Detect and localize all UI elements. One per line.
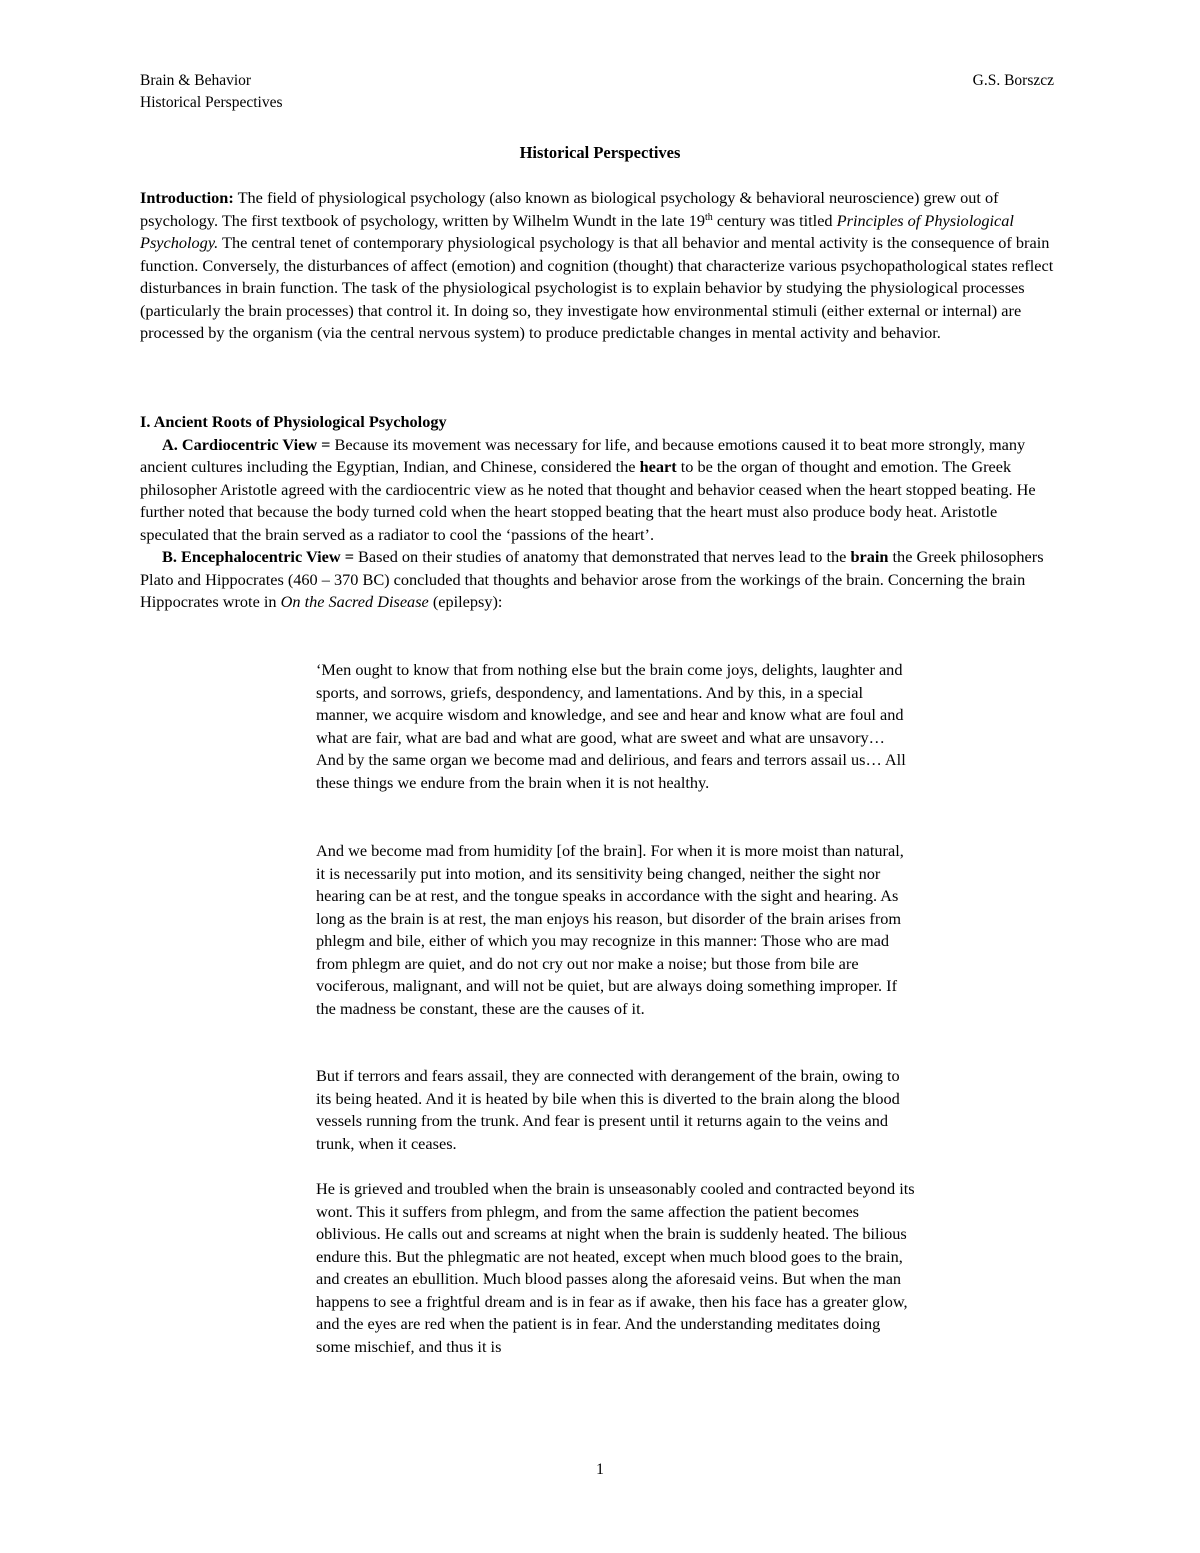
- intro-text: The central tenet of contemporary physiological psychology is that all behavior and mental activity is the consequence of brain function. Conversely, the disturbances of affect (emotion) and cognition (thought) that characterize various psychopathological states reflect disturbances in brain function. The task of the physiological psychologist is to explain behavior by studying the physiological processes (particularly the brain processes) that control it. In doing so, they investigate how environmental stimuli (either external or internal) are processed by the organism (via the central nervous system) to produce predictable changes in mental activity and behavior.: [140, 233, 1054, 342]
- paragraph-text: Based on their studies of anatomy that demonstrated that nerves lead to the: [353, 547, 851, 566]
- emphasis-brain: brain: [850, 547, 889, 566]
- paragraph-text: to be the organ of thought and emotion. The Greek philosopher Aristotle agreed with the cardiocentric view as he noted that thought and behavior ceased when the heart stopped beating. He further noted that because the body turned cold when the heart stopped beating that the heart must also produce body heat. Aristotle speculated that the brain served as a radiator to cool the ‘passions of the heart’.: [140, 457, 1036, 544]
- book-title: Principles of Physiological Psychology.: [140, 210, 1014, 252]
- cardiocentric-paragraph: [140, 434, 1062, 547]
- block-quote: He is grieved and troubled when the brain is unseasonably cooled and contracted beyond its wont. This it suffers from phlegm, and from the same affection the patient becomes oblivious. He calls out and screams at night when the brain is suddenly heated. The bilious endure this. But the phlegmatic are not heated, except when much blood goes to the brain, and creates an ebullition. Much blood passes along the aforesaid veins. But when the man happens to see a frightful dream and is in fear as if awake, then his face has a greater glow, and the eyes are red when the patient is in fear. And the understanding meditates doing some mischief, and thus it is: [316, 1179, 915, 1356]
- cardiocentric-label: A. Cardiocentric View =: [162, 434, 331, 454]
- author-name: G.S. Borszcz: [972, 72, 1054, 89]
- intro-text: The field of physiological psychology (also known as biological psychology & behavioral neuroscience) grew out of psychology. The first textbook of psychology, written by Wilhelm Wundt in the late 19: [140, 188, 999, 230]
- header-topic: Historical Perspectives: [140, 94, 283, 111]
- paragraph-text: the Greek philosophers Plato and Hippocrates (460 – 370 BC) concluded that thoughts and behavior arose from the workings of the brain. Concerning the brain Hippocrates wrote in: [140, 547, 1044, 611]
- page-number: 1: [596, 1461, 604, 1478]
- block-quote: ‘Men ought to know that from nothing else but the brain come joys, delights, laughter and sports, and sorrows, griefs, despondency, and lamentations. And by this, in a special manner, we acquire wisdom and knowledge, and see and hear and know what are foul and what are fair, what are bad and what are good, what are sweet and what are unsavory… And by the same organ we become mad and delirious, and fears and terrors assail us… All these things we endure from the brain when it is not healthy.: [316, 660, 906, 792]
- intro-label: Introduction:: [140, 188, 234, 207]
- introduction-paragraph: [140, 187, 1062, 345]
- course-name: Brain & Behavior: [140, 72, 252, 89]
- page-title: Historical Perspectives: [519, 143, 681, 162]
- section-ancient-roots: [140, 411, 1062, 614]
- paragraph-text: (epilepsy):: [428, 592, 503, 611]
- intro-text: century was titled: [712, 210, 837, 230]
- emphasis-heart: heart: [639, 457, 677, 476]
- encephalocentric-label: B. Encephalocentric View =: [162, 547, 354, 566]
- work-title: On the Sacred Disease: [280, 592, 429, 611]
- encephalocentric-paragraph: [140, 546, 1062, 614]
- section-heading: I. Ancient Roots of Physiological Psychology: [140, 412, 447, 431]
- paragraph-text: Because its movement was necessary for life, and because emotions caused it to beat more strongly, many ancient cultures including the Egyptian, Indian, and Chinese, considered the: [140, 434, 1026, 476]
- ordinal-suffix: th: [704, 211, 713, 223]
- running-header-left: [140, 70, 282, 114]
- block-quote: And we become mad from humidity [of the brain]. For when it is more moist than natural, it is necessarily put into motion, and its sensitivity being changed, neither the sight nor hearing can be at rest, and the tongue speaks in accordance with the sight and hearing. As long as the brain is at rest, the man enjoys his reason, but disorder of the brain arises from phlegm and bile, either of which you may recognize in this manner: Those who are mad from phlegm are quiet, and do not cry out nor make a noise; but those from bile are vociferous, malignant, and will not be quiet, but are always doing something improper. If the madness be constant, these are the causes of it.: [316, 841, 904, 1018]
- block-quote: But if terrors and fears assail, they are connected with derangement of the brain, owing to its being heated. And it is heated by bile when this is diverted to the brain along the blood vessels running from the trunk. And fear is present until it returns again to the veins and trunk, when it ceases.: [316, 1066, 900, 1153]
